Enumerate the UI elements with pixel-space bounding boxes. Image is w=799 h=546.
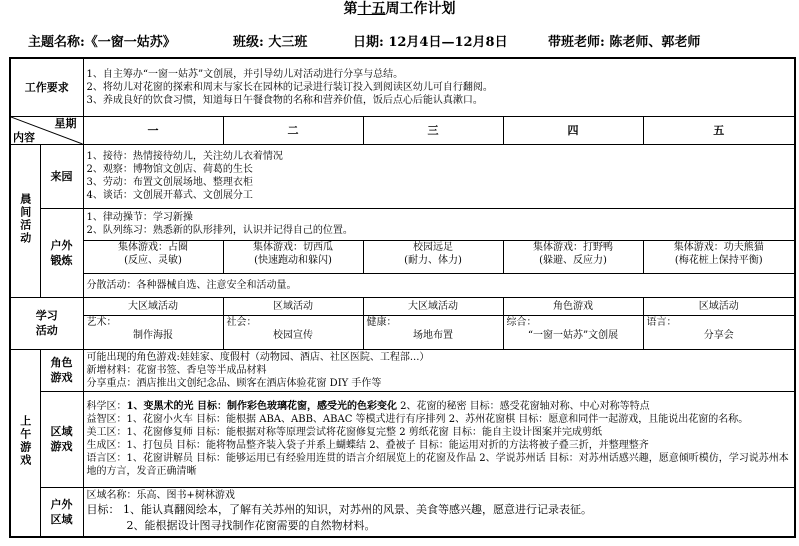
arrival-item: 1、接待：热情接待幼儿，关注幼儿衣着情况	[86, 151, 283, 162]
study-type: 区域活动	[223, 297, 363, 315]
outdoor-area-content	[83, 487, 795, 537]
game-name: 校园远足	[413, 241, 453, 253]
area-name: 生成区：	[86, 440, 127, 451]
area-game-label	[40, 391, 83, 487]
study-topic: 场地布置	[413, 329, 453, 341]
study-label-text: 学习活动	[35, 309, 58, 337]
date-range: 日期: 12月4日—12月8日	[353, 35, 508, 50]
game-goal: (快速跑动和躲闪)	[254, 254, 332, 266]
area-goal-2: 2、苏州花窗棋 目标：愿意和同伴一起游戏，且能说出花窗的名称。	[445, 414, 749, 425]
arrival-item: 2、观察：博物馆文创店、荷葛的生长	[86, 164, 253, 175]
work-req-content	[83, 58, 795, 116]
area-name: 科学区：	[86, 401, 127, 412]
study-topic: 制作海报	[133, 329, 173, 341]
area-goal-2: 2、叠被子 目标：能运用对折的方法将被子叠三折，并整理整齐	[366, 440, 649, 451]
outdoor-game-4	[503, 240, 643, 273]
work-req-item: 1、自主筹办“一窗一姑苏”文创展，并引导幼儿对活动进行分享与总结。	[86, 68, 404, 80]
day-friday: 五	[643, 116, 795, 144]
study-topic: 分享会	[703, 329, 734, 341]
area-science	[87, 400, 792, 413]
role-game-item: 分享重点：酒店推出文创纪念品、顾客在酒店体验花窗 DIY 手作等	[86, 377, 382, 389]
study-cell-4	[503, 315, 643, 349]
role-game-label	[40, 349, 83, 391]
area-game-content	[83, 391, 795, 487]
area-goal-2: 2、花窗的秘密 目标：感受花窗轴对称、中心对称等特点	[396, 401, 650, 412]
study-type: 大区域活动	[363, 297, 503, 315]
role-game-label-text: 角色游戏	[50, 356, 73, 384]
am-games-label	[10, 349, 40, 537]
study-cell-1	[83, 315, 223, 349]
title-week: 十五	[357, 1, 386, 17]
day-wednesday: 三	[363, 116, 503, 144]
area-goal-1: 1、打包员 目标：能将物品整齐装入袋子并系上蝴蝶结	[126, 440, 367, 451]
study-subject: 艺术：	[86, 316, 117, 328]
work-req-item: 2、将幼儿对花窗的探索和周末与家长在园林的记录进行装订投入到阅读区幼儿可自行翻阅。	[86, 81, 493, 93]
area-goal-1: 1、变黑术的光 目标：制作彩色玻璃花窗，感受光的色彩变化	[126, 401, 397, 412]
study-topic: “一窗一姑苏”文创展	[527, 329, 619, 341]
area-puzzle	[87, 413, 792, 426]
study-subject: 语言：	[646, 316, 677, 328]
game-name: 集体游戏：切西瓜	[253, 241, 333, 253]
study-cell-3	[363, 315, 503, 349]
outdoor-item: 1、律动操节：学习新操	[86, 212, 193, 223]
study-cell-2	[223, 315, 363, 349]
teachers: 带班老师: 陈老师、郭老师	[548, 35, 701, 50]
role-game-item: 可能出现的角色游戏:娃娃家、度假村（动物园、酒店、社区医院、工程部...）	[86, 351, 430, 363]
game-name: 集体游戏：打野鸭	[533, 241, 613, 253]
title-suffix: 周工作计划	[385, 1, 456, 17]
content-label: 内容	[13, 130, 35, 144]
class-name: 班级: 大三班	[233, 35, 308, 50]
area-name: 益智区：	[86, 414, 127, 425]
outdoor-game-2	[223, 240, 363, 273]
area-life	[87, 439, 792, 452]
outdoor-game-3	[363, 240, 503, 273]
area-goal-1: 1、花窗修复师 目标：能根据对称等原理尝试将花窗修复完整	[126, 427, 397, 438]
study-type: 大区域活动	[83, 297, 223, 315]
day-monday: 一	[83, 116, 223, 144]
game-goal: (梅花桩上保持平衡)	[674, 254, 763, 266]
day-thursday: 四	[503, 116, 643, 144]
outdoor-items	[83, 208, 795, 240]
outdoor-item: 2、队列练习：熟悉新的队形排列，认识并记得自己的位置。	[86, 225, 353, 236]
area-name: 语言区：	[86, 453, 127, 464]
study-cell-5	[643, 315, 795, 349]
week-label: 星期	[54, 116, 77, 130]
page-title	[0, 0, 799, 18]
study-type: 角色游戏	[503, 297, 643, 315]
role-game-content	[83, 349, 795, 391]
outdoor-area-name: 区域名称：乐高、图书+树林游戏	[86, 490, 235, 502]
study-subject: 综合：	[506, 316, 537, 328]
arrival-label: 来园	[40, 144, 83, 208]
game-goal: (耐力、体力)	[404, 254, 462, 266]
area-goal-2: 2、学说苏州话 目标：对苏州话感兴趣，愿意倾听模仿，学习说苏州本地的方言，发音正确清晰	[86, 453, 789, 477]
theme-name: 主题名称:《一窗一姑苏》	[28, 35, 176, 50]
study-label	[10, 297, 83, 349]
arrival-item: 3、劳动：布置文创展场地、整理衣柜	[86, 177, 253, 188]
area-art	[87, 426, 792, 439]
morning-label-text: 晨间活动	[18, 193, 32, 245]
outdoor-label	[40, 208, 83, 297]
area-goal-2: 2 剪纸花窗 目标：能自主设计图案并完成剪纸	[396, 427, 602, 438]
study-subject: 社会：	[226, 316, 257, 328]
area-goal-1: 1、花窗小火车 目标：能根据 ABA、ABB、ABAC 等模式进行有序排列	[126, 414, 446, 425]
info-bar	[28, 31, 799, 51]
outdoor-area-goal: 2、能根据设计图寻找制作花窗需要的自然物材料。	[126, 519, 376, 533]
scattered-activity: 分散活动：各种器械自选、注意安全和活动量。	[83, 273, 795, 297]
area-language	[87, 452, 792, 478]
outdoor-game-1	[83, 240, 223, 273]
weekly-plan-table	[9, 57, 796, 538]
arrival-item: 4、谈话：文创展开幕式、文创展分工	[86, 190, 253, 201]
role-game-item: 新增材料：花窗书签、香皂等半成品材料	[86, 364, 267, 376]
outdoor-game-5	[643, 240, 795, 273]
study-subject: 健康：	[366, 316, 397, 328]
game-goal: (反应、灵敏)	[124, 254, 182, 266]
game-goal: (躲避、反应力)	[539, 254, 607, 266]
header-diagonal-cell	[10, 116, 83, 144]
day-tuesday: 二	[223, 116, 363, 144]
game-name: 集体游戏：占圈	[118, 241, 188, 253]
outdoor-area-label	[40, 487, 83, 537]
title-prefix: 第	[343, 1, 358, 17]
arrival-content	[83, 144, 795, 208]
outdoor-area-goal: 目标： 1、能认真翻阅绘本，了解有关苏州的知识，对苏州的风景、美食等感兴趣，愿意进行记录表征。	[86, 503, 592, 517]
study-type: 区域活动	[643, 297, 795, 315]
outdoor-area-label-text: 户外区域	[50, 497, 73, 526]
study-topic: 校园宣传	[273, 329, 313, 341]
morning-label	[10, 144, 40, 297]
area-game-label-text: 区域游戏	[50, 425, 73, 453]
work-req-label: 工作要求	[10, 58, 83, 116]
area-goal-1: 1、花窗讲解员 目标：能够运用已有经验用连贯的语言介绍展览上的花窗及作品	[126, 453, 477, 464]
outdoor-label-text: 户外锻炼	[50, 238, 73, 267]
area-name: 美工区：	[86, 427, 127, 438]
work-req-item: 3、养成良好的饮食习惯，知道每日午餐食物的名称和营养价值，饭后点心后能认真漱口。	[86, 94, 483, 106]
game-name: 集体游戏：功夫熊猫	[673, 241, 764, 253]
am-games-label-text: 上午游戏	[18, 415, 32, 468]
